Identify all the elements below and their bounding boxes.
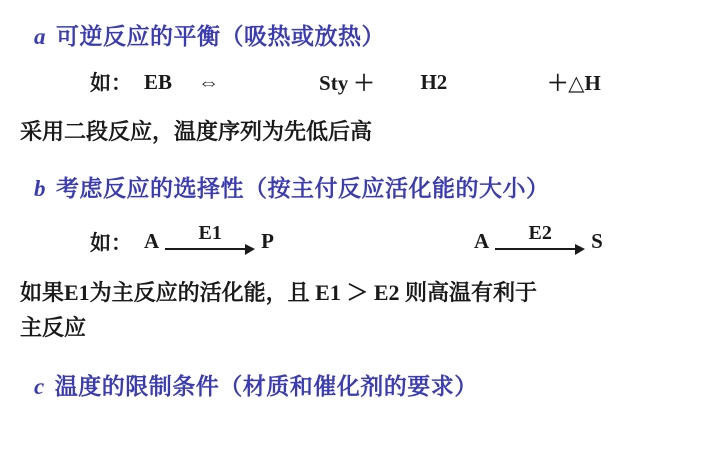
section-a-marker: a: [34, 24, 46, 49]
section-b-note-line-2: 主反应: [20, 315, 87, 340]
section-a-note: 采用二段反应，温度序列为先低后高: [20, 119, 373, 144]
section-b-equation: [18, 222, 710, 258]
section-b-title: 考虑反应的选择性: [56, 176, 244, 201]
equation-b-product-2: S: [591, 229, 603, 253]
section-c-marker: c: [34, 374, 45, 399]
equation-a-prefix: 如：: [90, 71, 132, 95]
section-b-note-line-1: 如果E1为主反应的活化能，且 E1 ＞ E2 则高温有利于: [20, 280, 538, 305]
section-c-title: 温度的限制条件: [54, 374, 220, 399]
arrow-label-e2: E2: [528, 222, 552, 244]
arrow-right-icon: [165, 244, 255, 256]
reaction-arrow-1: [165, 223, 255, 256]
arrow-label-e1: E1: [198, 222, 222, 244]
arrow-right-icon: [495, 244, 585, 256]
section-a-heading: [18, 18, 710, 51]
equation-a-right: Sty ＋: [319, 71, 375, 95]
equation-b-product-1: P: [261, 229, 274, 253]
equation-b-reactant-1: A: [144, 229, 160, 253]
section-b-heading: [18, 170, 710, 203]
equation-a-product: H2: [420, 69, 448, 94]
section-a-title: 可逆反应的平衡: [56, 24, 221, 49]
reaction-arrow-2: [495, 223, 585, 256]
section-a-paren: （吸热或放热）: [220, 24, 385, 49]
equation-a-left: EB: [144, 69, 173, 94]
equation-a-symbol: ⇔: [198, 69, 220, 94]
section-a-equation: [18, 67, 710, 97]
section-b-marker: b: [34, 176, 46, 201]
section-c-heading: [18, 368, 710, 401]
equation-b-reactant-2: A: [474, 229, 490, 253]
equation-b-prefix: 如：: [90, 230, 132, 255]
section-b-paren: （按主付反应活化能的大小）: [244, 176, 550, 201]
section-c-paren: （材质和催化剂的要求）: [219, 374, 478, 399]
equation-a-enthalpy: ＋△H: [547, 71, 601, 95]
